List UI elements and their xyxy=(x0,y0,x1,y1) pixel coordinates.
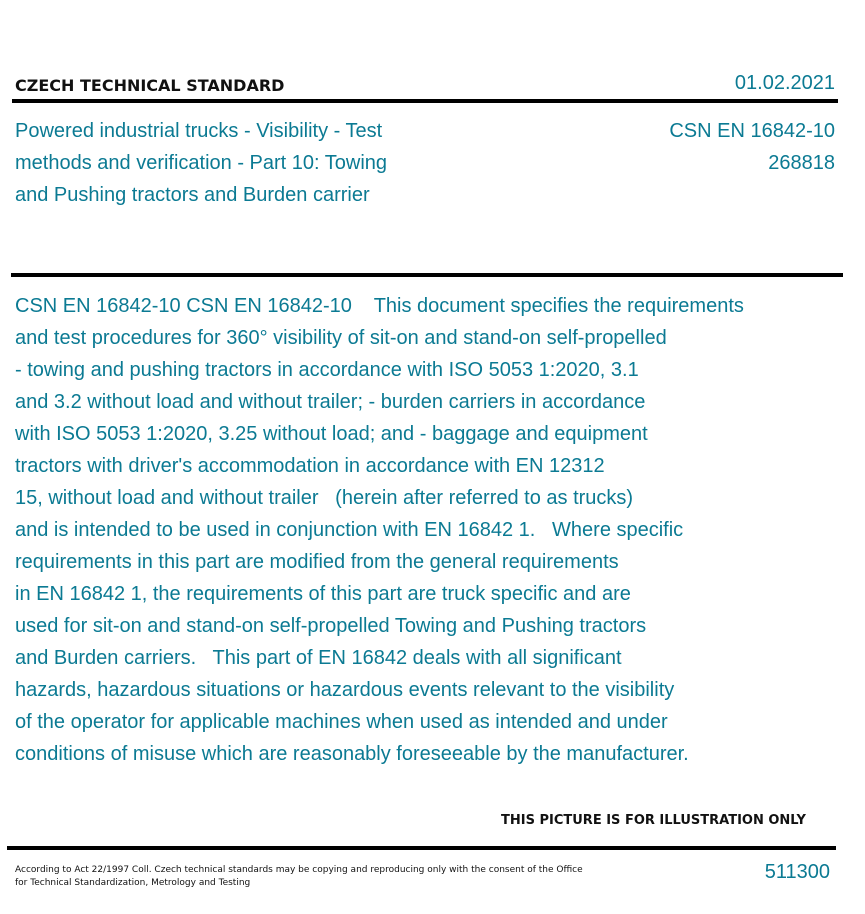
abstract-line: conditions of misuse which are reasonably foreseeable by the manufacturer. xyxy=(15,743,689,765)
footer-divider xyxy=(7,846,836,850)
standard-code: CSN EN 16842-10 xyxy=(669,120,835,142)
subject-line: Powered industrial trucks - Visibility - Test xyxy=(15,120,383,142)
abstract-line: with ISO 5053 1:2020, 3.25 without load; and - baggage and equipment xyxy=(15,423,648,445)
abstract-text xyxy=(15,290,845,770)
abstract-line: hazards, hazardous situations or hazardous events relevant to the visibility xyxy=(15,679,675,701)
footer-code: 511300 xyxy=(764,861,830,883)
abstract-line: used for sit-on and stand-on self-propelled Towing and Pushing tractors xyxy=(15,615,647,637)
abstract-line: and Burden carriers. This part of EN 16842 deals with all significant xyxy=(15,647,622,669)
abstract-line: tractors with driver's accommodation in accordance with EN 12312 xyxy=(15,455,605,477)
section-divider xyxy=(11,273,843,277)
subject-line: and Pushing tractors and Burden carrier xyxy=(15,184,370,206)
abstract-line: 15, without load and without trailer (herein after referred to as trucks) xyxy=(15,487,634,509)
abstract-line: in EN 16842 1, the requirements of this part are truck specific and are xyxy=(15,583,631,605)
standard-identifiers xyxy=(669,115,835,179)
legal-line: for Technical Standardization, Metrology and Testing xyxy=(15,878,251,888)
standard-number: 268818 xyxy=(768,152,835,174)
abstract-line: and 3.2 without load and without trailer; - burden carriers in accordance xyxy=(15,391,646,413)
publication-date: 01.02.2021 xyxy=(734,72,835,94)
legal-notice xyxy=(15,864,615,890)
illustration-disclaimer: THIS PICTURE IS FOR ILLUSTRATION ONLY xyxy=(501,813,806,828)
abstract-line: CSN EN 16842-10 CSN EN 16842-10 This document specifies the requirements xyxy=(15,295,744,317)
standard-subject xyxy=(15,115,445,211)
header-divider xyxy=(12,99,838,103)
subject-line: methods and verification - Part 10: Towing xyxy=(15,152,388,174)
legal-line: According to Act 22/1997 Coll. Czech technical standards may be copying and reproducing only with the consent of the Office xyxy=(15,865,583,875)
abstract-line: and is intended to be used in conjunction with EN 16842 1. Where specific xyxy=(15,519,684,541)
document-type-title: CZECH TECHNICAL STANDARD xyxy=(15,76,285,95)
abstract-line: of the operator for applicable machines when used as intended and under xyxy=(15,711,668,733)
abstract-line: requirements in this part are modified from the general requirements xyxy=(15,551,619,573)
abstract-line: - towing and pushing tractors in accordance with ISO 5053 1:2020, 3.1 xyxy=(15,359,639,381)
abstract-line: and test procedures for 360° visibility of sit-on and stand-on self-propelled xyxy=(15,327,667,349)
